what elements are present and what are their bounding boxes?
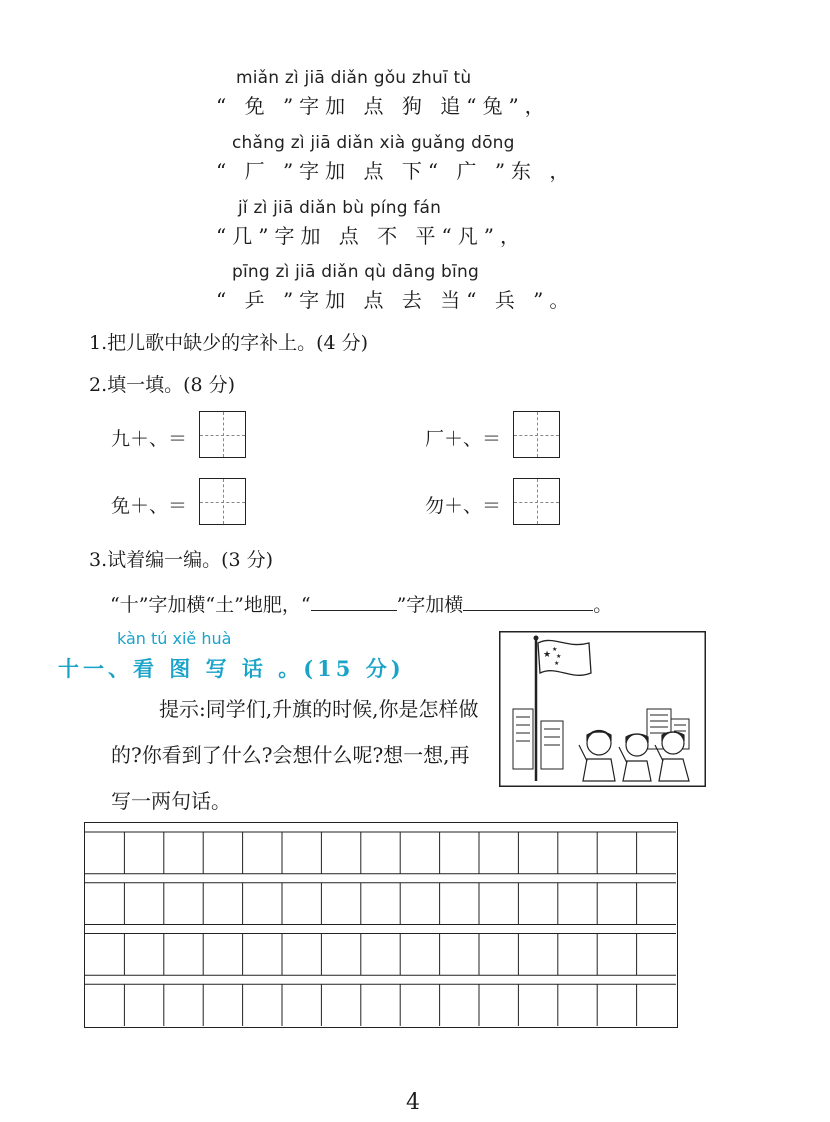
section-score: (15 分): [303, 656, 405, 681]
section-heading: [58, 653, 405, 683]
question-3: 3.试着编一编。(3 分): [89, 549, 274, 571]
poem-line-3: “几”字加 点 不 平“凡”，: [216, 224, 526, 248]
section-pinyin: kàn tú xiě huà: [117, 629, 232, 648]
svg-text:★: ★: [552, 646, 558, 653]
poem-line-1: “ 免 ”字加 点 狗 追“兔”，: [216, 94, 551, 118]
poem-line-1-pinyin: miǎn zì jiā diǎn gǒu zhuī tù: [236, 68, 472, 88]
sentence-end: 。: [593, 594, 613, 616]
answer-box-2[interactable]: [513, 411, 560, 458]
page-number: 4: [406, 1090, 420, 1115]
svg-text:★: ★: [543, 650, 552, 660]
svg-text:★: ★: [556, 653, 562, 660]
poem-line-3-pinyin: jǐ zì jiā diǎn bù píng fán: [238, 198, 442, 218]
fill-expr-3: 免＋、＝: [111, 495, 188, 517]
fill-expr-4: 勿＋、＝: [425, 495, 502, 517]
question-3-sentence: [110, 590, 612, 617]
answer-box-4[interactable]: [513, 478, 560, 525]
section-number: 十一、: [58, 656, 133, 681]
poem-line-2: “ 厂 ”字加 点 下“ 广 ”东 ，: [216, 159, 576, 183]
grid-lines: [85, 823, 676, 1026]
poem-line-4-pinyin: pīng zì jiā diǎn qù dāng bīng: [232, 262, 479, 282]
question-2: 2.填一填。(8 分): [89, 374, 236, 396]
flag-raising-illustration: [499, 631, 706, 787]
writing-grid[interactable]: [84, 822, 678, 1028]
sentence-part-1: “十”字加横“土”地肥，“: [110, 594, 311, 616]
question-1: 1.把儿歌中缺少的字补上。(4 分): [89, 332, 369, 354]
fill-expr-2: 厂＋、＝: [425, 428, 502, 450]
poem-line-4: “ 乒 ”字加 点 去 当“ 兵 ”。: [216, 288, 576, 312]
fill-expr-1: 九＋、＝: [111, 428, 188, 450]
answer-box-1[interactable]: [199, 411, 246, 458]
blank-char[interactable]: [311, 594, 397, 611]
sentence-part-2: ”字加横: [396, 594, 464, 616]
writing-prompt: 提示:同学们,升旗的时候,你是怎样做的?你看到了什么?会想什么呢?想一想,再写一两句话。: [111, 697, 479, 813]
svg-text:★: ★: [554, 660, 560, 667]
section-title: 看 图 写 话 。: [133, 656, 304, 681]
blank-word[interactable]: [463, 594, 593, 611]
poem-line-2-pinyin: chǎng zì jiā diǎn xià guǎng dōng: [232, 133, 515, 153]
answer-box-3[interactable]: [199, 478, 246, 525]
